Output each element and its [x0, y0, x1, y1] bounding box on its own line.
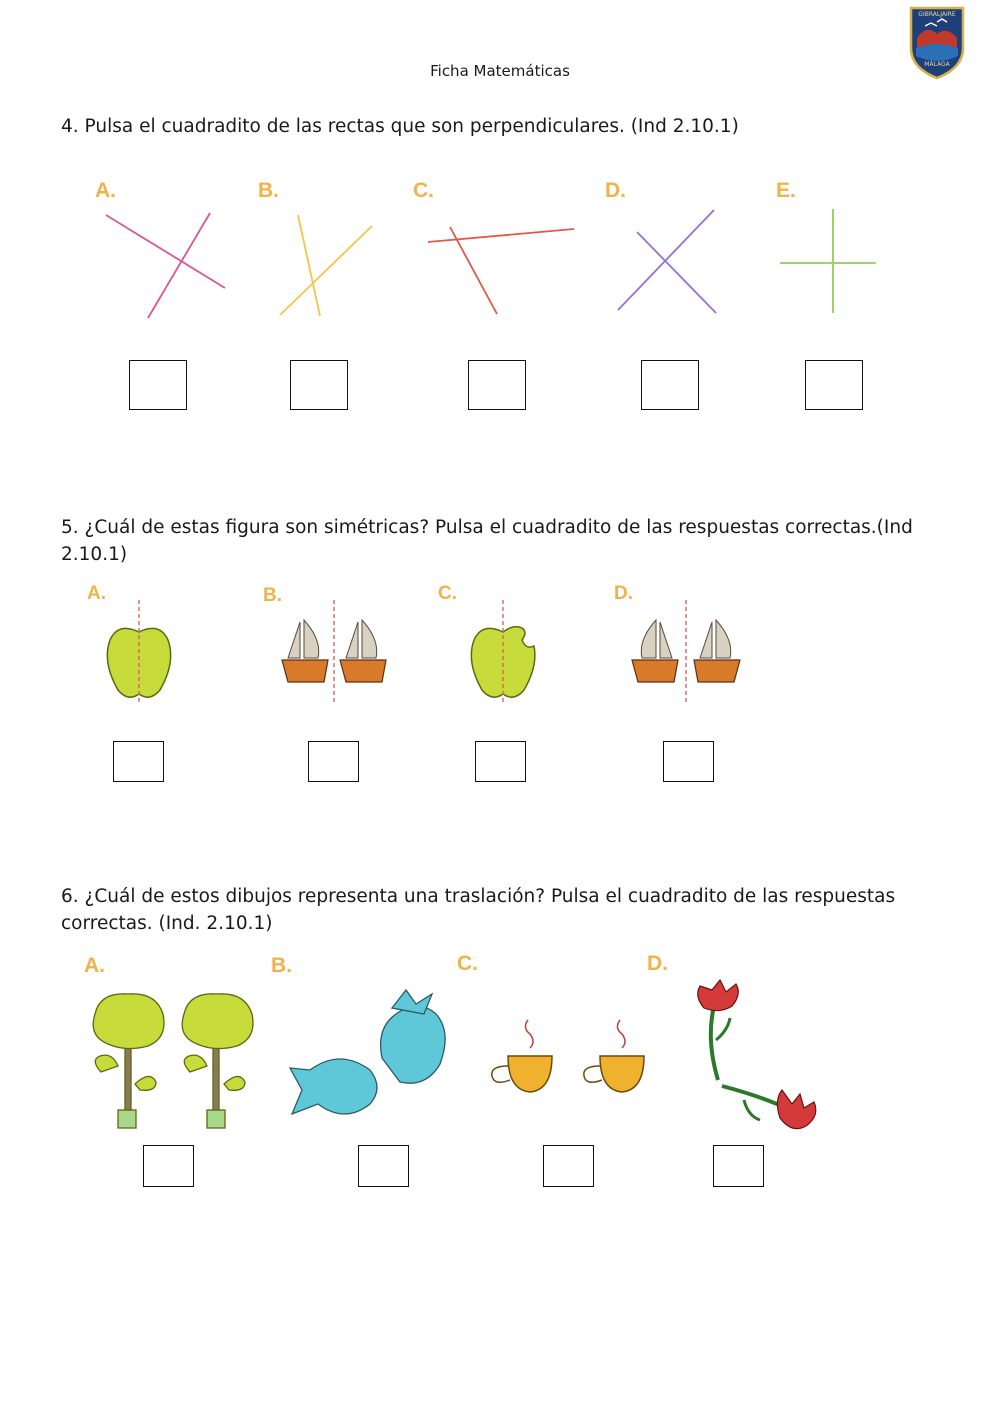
q6-option-b-checkbox[interactable]: [358, 1145, 409, 1187]
q6-fish-b: [290, 990, 445, 1114]
q6-option-d-checkbox[interactable]: [713, 1145, 764, 1187]
q6-option-a-label: A.: [84, 954, 105, 977]
q4-option-d-label: D.: [605, 179, 626, 202]
question-6-text: 6. ¿Cuál de estos dibujos representa una traslación? Pulsa el cuadradito de las respuestas correctas. (Ind. 2.10.1): [61, 886, 896, 934]
q5-option-b-label: B.: [263, 585, 282, 606]
q5-option-d-label: D.: [614, 583, 633, 604]
question-5-text: 5. ¿Cuál de estas figura son simétricas? Pulsa el cuadradito de las respuestas correctas.(Ind 2.10.1): [61, 517, 913, 565]
logo-text-top: GIBRALJAIRE: [918, 11, 956, 18]
question-4-text: 4. Pulsa el cuadradito de las rectas que son perpendiculares. (Ind 2.10.1): [61, 116, 739, 137]
q6-option-c-checkbox[interactable]: [543, 1145, 594, 1187]
q6-option-a-checkbox[interactable]: [143, 1145, 194, 1187]
q5-option-a-label: A.: [87, 583, 106, 604]
q6-trees-a: [93, 994, 253, 1128]
q6-cups-c: [492, 1020, 644, 1092]
page-title: Ficha Matemáticas: [430, 62, 570, 80]
q4-option-b-label: B.: [258, 179, 279, 202]
q6-option-c-label: C.: [457, 952, 478, 975]
q4-option-c-label: C.: [413, 179, 434, 202]
q5-option-c-label: C.: [438, 583, 457, 604]
q6-option-d-label: D.: [647, 952, 668, 975]
q6-flowers-d: [698, 980, 816, 1129]
q4-option-e-label: E.: [776, 179, 796, 202]
logo-text-bottom: MÁLAGA: [924, 61, 950, 68]
q4-option-a-label: A.: [95, 179, 116, 202]
q6-option-b-label: B.: [271, 954, 292, 977]
